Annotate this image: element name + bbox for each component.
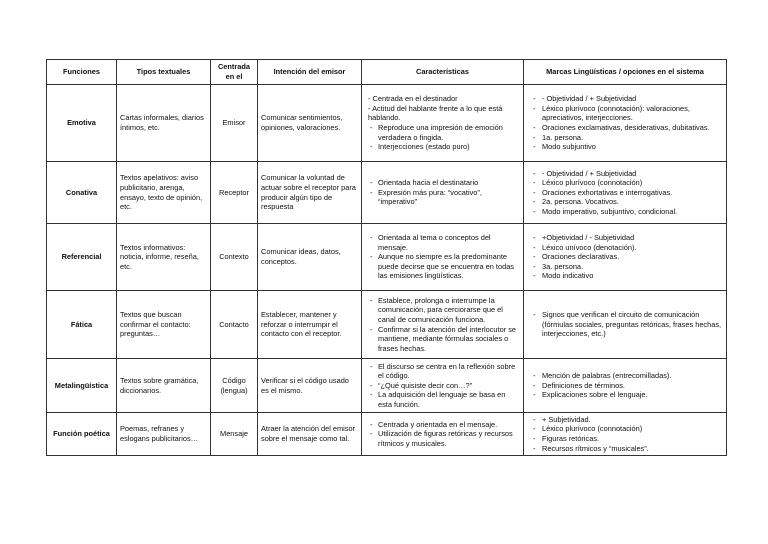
list-item: - Léxico unívoco (denotación).: [532, 243, 723, 253]
intencion-cell: Atraer la atención del emisor sobre el mensaje como tal.: [258, 413, 362, 456]
list-item: - “¿Qué quisiste decir con…?”: [368, 381, 520, 391]
list-item: - Recursos rítmicos y “musicales”.: [532, 444, 723, 454]
marcas-list: [532, 94, 723, 152]
caracteristicas-list: [368, 362, 520, 410]
tipos-cell: Textos apelativos: aviso publicitario, arenga, ensayo, texto de opinión, etc.: [117, 162, 211, 224]
header-caracteristicas: Características: [362, 60, 524, 85]
centrada-cell: Código (lengua): [211, 359, 258, 413]
marcas-list: [532, 310, 723, 339]
caracteristicas-list: [368, 233, 520, 281]
centrada-cell: Contacto: [211, 291, 258, 359]
tipos-cell: Textos que buscan confirmar el contacto: preguntas…: [117, 291, 211, 359]
functions-table: [46, 59, 727, 456]
marcas-cell: [524, 224, 727, 291]
tipos-cell: Cartas informales, diarios íntimos, etc.: [117, 85, 211, 162]
list-item: - Orientada al tema o conceptos del mensaje.: [368, 233, 520, 252]
table-row: [47, 162, 727, 224]
list-item: - Oraciones declarativas.: [532, 252, 723, 262]
table-row: [47, 359, 727, 413]
caracteristicas-list: [368, 296, 520, 354]
tipos-cell: Poemas, refranes y eslogans publicitarios…: [117, 413, 211, 456]
intencion-cell: Comunicar sentimientos, opiniones, valoraciones.: [258, 85, 362, 162]
caracteristicas-list: [368, 94, 520, 152]
list-item: - Orientada hacia el destinatario: [368, 178, 520, 188]
list-item: - 3a. persona.: [532, 262, 723, 272]
list-item: - Establece, prolonga o interrumpe la comunicación, para cerciorarse que el canal de comunicación funciona.: [368, 296, 520, 325]
marcas-list: [532, 415, 723, 453]
list-item: - Definiciones de términos.: [532, 381, 723, 391]
caracteristicas-cell: [362, 291, 524, 359]
list-item: - 2a. persona. Vocativos.: [532, 197, 723, 207]
table-row: [47, 413, 727, 456]
list-item: - Confirmar si la atención del interlocutor se mantiene, mediante fórmulas sociales o frases hechas.: [368, 325, 520, 354]
marcas-cell: [524, 291, 727, 359]
list-item: - - Objetividad / + Subjetividad: [532, 94, 723, 104]
marcas-list: [532, 169, 723, 217]
funcion-cell: Emotiva: [47, 85, 117, 162]
header-tipos-textuales: Tipos textuales: [117, 60, 211, 85]
table-row: [47, 291, 727, 359]
list-item: - Centrada en el destinador: [368, 94, 458, 104]
list-item: - - Objetividad / + Subjetividad: [532, 169, 723, 179]
list-item: - Expresión más pura: “vocativo”, “imperativo”: [368, 188, 520, 207]
intencion-cell: Verificar si el código usado es el mismo.: [258, 359, 362, 413]
tipos-cell: Textos sobre gramática, diccionarios.: [117, 359, 211, 413]
list-item: - Modo subjuntivo: [532, 142, 723, 152]
list-item: - Modo imperativo, subjuntivo, condicional.: [532, 207, 723, 217]
list-item: - 1a. persona.: [532, 133, 723, 143]
funcion-cell: Conativa: [47, 162, 117, 224]
header-marcas: Marcas Lingüísticas / opciones en el sistema: [524, 60, 727, 85]
list-item: - Oraciones exclamativas, desiderativas, dubitativas.: [532, 123, 723, 133]
list-item: - Aunque no siempre es la predominante puede decirse que se encuentra en todas las emisiones lingüísticas.: [368, 252, 520, 281]
centrada-cell: Receptor: [211, 162, 258, 224]
header-funciones: Funciones: [47, 60, 117, 85]
centrada-cell: Mensaje: [211, 413, 258, 456]
tipos-cell: Textos informativos: noticia, informe, reseña, etc.: [117, 224, 211, 291]
marcas-list: [532, 371, 723, 400]
intencion-cell: Establecer, mantener y reforzar o interrumpir el contacto con el receptor.: [258, 291, 362, 359]
list-item: - Figuras retóricas.: [532, 434, 723, 444]
intencion-cell: Comunicar la voluntad de actuar sobre el receptor para producir algún tipo de respuesta: [258, 162, 362, 224]
intencion-cell: Comunicar ideas, datos, conceptos.: [258, 224, 362, 291]
header-centrada: Centrada en el: [211, 60, 258, 85]
caracteristicas-list: [368, 420, 520, 449]
caracteristicas-cell: [362, 162, 524, 224]
list-item: - + Subjetividad.: [532, 415, 723, 425]
caracteristicas-cell: [362, 359, 524, 413]
caracteristicas-cell: [362, 85, 524, 162]
caracteristicas-cell: [362, 224, 524, 291]
marcas-cell: [524, 162, 727, 224]
list-item: - Oraciones exhortativas e interrogativas.: [532, 188, 723, 198]
list-item: - +Objetividad / - Subjetividad: [532, 233, 723, 243]
header-intencion: Intención del emisor: [258, 60, 362, 85]
list-item: - Actitud del hablante frente a lo que está hablando.: [368, 103, 503, 123]
list-item: - Reproduce una impresión de emoción verdadera o fingida.: [368, 123, 520, 142]
list-item: - Centrada y orientada en el mensaje.: [368, 420, 520, 430]
marcas-cell: [524, 359, 727, 413]
list-item: - Léxico plurívoco (connotación): [532, 424, 723, 434]
list-item: - Léxico plurívoco (connotación): [532, 178, 723, 188]
marcas-cell: [524, 85, 727, 162]
table-row: [47, 85, 727, 162]
funcion-cell: Metalingüística: [47, 359, 117, 413]
marcas-list: [532, 233, 723, 281]
list-item: - El discurso se centra en la reflexión sobre el código.: [368, 362, 520, 381]
list-item: - Mención de palabras (entrecomilladas).: [532, 371, 723, 381]
header-row: [47, 60, 727, 85]
list-item: - Utilización de figuras retóricas y recursos rítmicos y musicales.: [368, 429, 520, 448]
centrada-cell: Emisor: [211, 85, 258, 162]
list-item: - Modo indicativo: [532, 271, 723, 281]
caracteristicas-cell: [362, 413, 524, 456]
centrada-cell: Contexto: [211, 224, 258, 291]
funcion-cell: Referencial: [47, 224, 117, 291]
funcion-cell: Fática: [47, 291, 117, 359]
list-item: - Interjecciones (estado puro): [368, 142, 520, 152]
list-item: - Signos que verifican el circuito de comunicación (fórmulas sociales, preguntas retóricas, frases hechas, interjecciones, etc.): [532, 310, 723, 339]
list-item: - Explicaciones sobre el lenguaje.: [532, 390, 723, 400]
caracteristicas-list: [368, 178, 520, 207]
marcas-cell: [524, 413, 727, 456]
table-row: [47, 224, 727, 291]
funcion-cell: Función poética: [47, 413, 117, 456]
list-item: - Léxico plurívoco (connotación): valoraciones, apreciativos, interjecciones.: [532, 104, 723, 123]
list-item: - La adquisición del lenguaje se basa en esta función.: [368, 390, 520, 409]
